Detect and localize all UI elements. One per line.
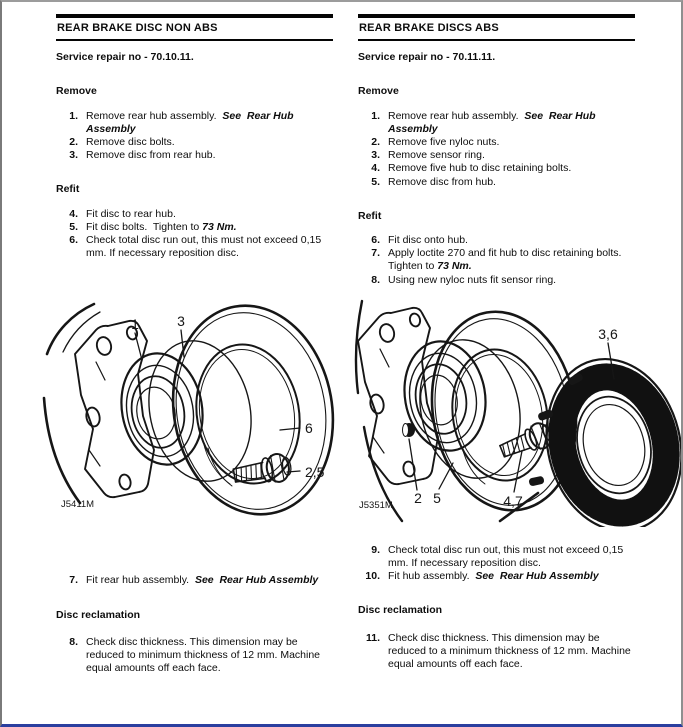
list-item-text: Remove five nyloc nuts. [388, 136, 500, 149]
list-item-number: 4. [371, 162, 380, 175]
brake-disc-drawing [136, 300, 342, 522]
remove-heading: Remove [56, 85, 97, 98]
list-item-number: 6. [371, 234, 380, 247]
section-title-non-abs: REAR BRAKE DISC NON ABS [57, 22, 218, 34]
list-item [56, 574, 333, 587]
list-item-number: 7. [69, 574, 78, 587]
remove-list [358, 110, 635, 189]
list-item [358, 176, 635, 189]
list-item [56, 208, 333, 221]
post-figure-list [56, 574, 333, 587]
list-item-text: Remove sensor ring. [388, 149, 485, 162]
callout-sensor-ring-label: 3,6 [598, 325, 618, 342]
list-item [56, 149, 333, 162]
torque-value: 73 Nm. [437, 260, 472, 273]
figure-non-abs-drawing [42, 300, 342, 522]
callout-leader-lines [135, 330, 300, 472]
list-item-number: 1. [371, 109, 380, 122]
list-item [56, 136, 333, 149]
title-rule-bottom [56, 39, 333, 42]
cross-reference: See Rear Hub Assembly [86, 109, 297, 135]
refit-heading: Refit [56, 183, 80, 196]
rear-hub-drawing [75, 321, 211, 497]
list-item-number: 1. [69, 109, 78, 122]
list-item-text: Fit hub assembly. See Rear Hub Assembly [388, 570, 599, 583]
remove-list [56, 110, 333, 163]
list-item-text: Remove rear hub assembly. See Rear Hub Assembly [86, 109, 297, 135]
disc-bolt-drawing [232, 452, 293, 489]
list-item-text: Remove disc bolts. [86, 136, 175, 149]
list-item-text: Check disc thickness. This dimension may be reduced to a minimum thickness of 12 mm. Machine equal amounts off each face. [388, 631, 634, 671]
list-item-text: Fit disc bolts. Tighten to 73 Nm. [86, 220, 237, 233]
list-item-number: 11. [365, 631, 380, 644]
list-item-text: Check disc thickness. This dimension may be reduced to minimum thickness of 12 mm. Machine equal amounts off each face. [86, 635, 323, 675]
refit-list [56, 208, 333, 261]
figure-code: J5411M [61, 499, 95, 511]
cross-reference: See Rear Hub Assembly [475, 570, 599, 583]
remove-heading: Remove [358, 85, 399, 98]
list-item-number: 5. [371, 175, 380, 188]
list-item [358, 136, 635, 149]
callout-hub-label: 1 [131, 316, 139, 333]
list-item-number: 3. [69, 149, 78, 162]
list-item [358, 234, 635, 247]
post-figure-list [358, 544, 635, 584]
list-item-text: Apply loctite 270 and fit hub to disc retaining bolts. Tighten to 73 Nm. [388, 247, 628, 273]
list-item [358, 632, 635, 672]
callout-nut-label: 2 [414, 489, 422, 506]
list-item [56, 110, 333, 136]
list-item-text: Using new nyloc nuts fit sensor ring. [388, 273, 557, 286]
cross-reference: See Rear Hub Assembly [388, 109, 599, 135]
callout-bolt-label: 2,5 [305, 464, 325, 481]
list-item-text: Fit disc to rear hub. [86, 207, 176, 220]
list-item [358, 570, 635, 583]
list-item-text: Check total disc run out, this must not exceed 0,15 mm. If necessary reposition disc. [388, 543, 627, 570]
service-repair-no: Service repair no - 70.10.11. [56, 51, 194, 64]
list-item-text: Remove rear hub assembly. See Rear Hub Assembly [388, 109, 599, 135]
list-item [358, 247, 635, 273]
callout-disc-face-label: 3 [177, 313, 185, 330]
reclamation-list [56, 636, 333, 676]
list-item-number: 8. [371, 273, 380, 286]
figure-abs-drawing [352, 299, 682, 527]
list-item-text: Fit disc onto hub. [388, 234, 468, 247]
list-item-text: Remove disc from hub. [388, 175, 496, 188]
list-item [358, 544, 635, 570]
callout-disc-label: 5 [433, 489, 441, 506]
list-item-number: 6. [69, 234, 78, 247]
list-item [358, 110, 635, 136]
list-item [56, 234, 333, 260]
list-item-number: 2. [371, 136, 380, 149]
list-item-text: Fit rear hub assembly. See Rear Hub Assembly [86, 574, 319, 587]
service-repair-no: Service repair no - 70.11.11. [358, 51, 496, 64]
figure-abs [352, 299, 682, 527]
list-item-number: 9. [371, 543, 380, 556]
list-item-number: 8. [69, 635, 78, 648]
refit-list [358, 234, 635, 287]
list-item-number: 5. [69, 220, 78, 233]
list-item [358, 274, 635, 287]
column-non-abs [56, 14, 333, 675]
column-abs [358, 14, 635, 671]
refit-heading: Refit [358, 209, 382, 222]
list-item-number: 7. [371, 247, 380, 260]
list-item [358, 162, 635, 175]
list-item-number: 3. [371, 149, 380, 162]
list-item-text: Check total disc run out, this must not exceed 0,15 mm. If necessary reposition disc. [86, 234, 325, 260]
sensor-ring-drawing [500, 344, 682, 526]
callout-disc-edge-label: 6 [305, 420, 313, 437]
torque-value: 73 Nm. [202, 220, 237, 233]
figure-non-abs [42, 300, 342, 522]
list-item-text: Remove five hub to disc retaining bolts. [388, 162, 572, 175]
list-item [358, 149, 635, 162]
hub-nut-drawing [403, 423, 416, 437]
list-item-text: Remove disc from rear hub. [86, 149, 216, 162]
reclamation-list [358, 632, 635, 672]
list-item-number: 2. [69, 136, 78, 149]
disc-reclamation-heading: Disc reclamation [56, 608, 141, 621]
list-item [56, 221, 333, 234]
rear-hub-drawing [358, 308, 494, 484]
disc-reclamation-heading: Disc reclamation [358, 604, 443, 617]
list-item [56, 636, 333, 676]
figure-code: J5351M [359, 499, 393, 511]
title-rule-bottom [358, 39, 635, 42]
list-item-number: 4. [69, 207, 78, 220]
list-item-number: 10. [365, 570, 380, 583]
callout-bolt-label: 4,7 [503, 492, 523, 509]
cross-reference: See Rear Hub Assembly [194, 574, 319, 587]
section-title-abs: REAR BRAKE DISCS ABS [359, 22, 499, 34]
